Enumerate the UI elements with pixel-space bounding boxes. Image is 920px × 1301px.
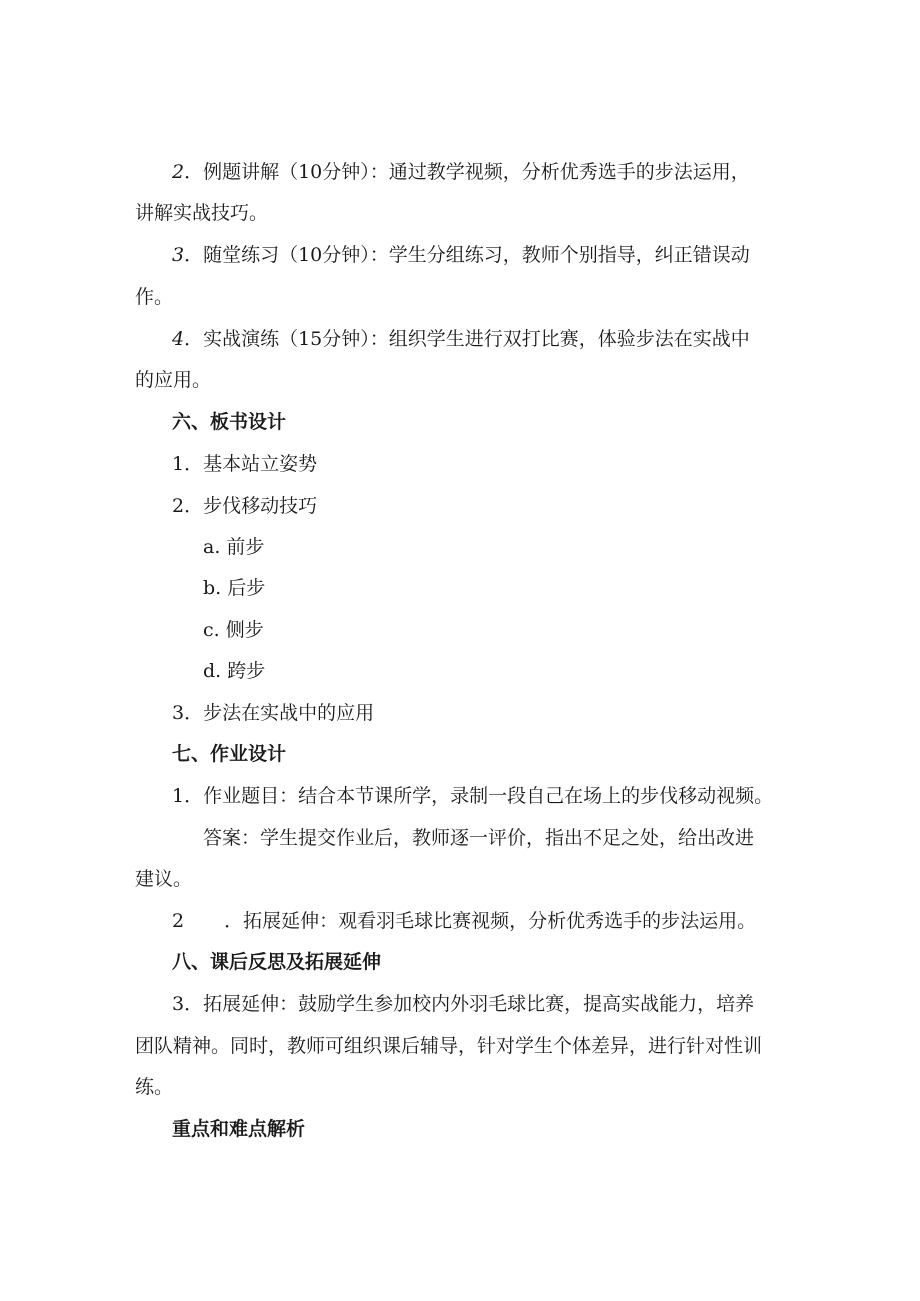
paragraph-2-number: 2	[172, 161, 185, 183]
board-sub-d: d. 跨步	[203, 660, 266, 682]
paragraph-3-line-2: 作。	[135, 286, 174, 308]
homework-answer-line-1: 答案：学生提交作业后，教师逐一评价，指出不足之处，给出改进	[203, 827, 755, 849]
paragraph-3-line-1	[172, 243, 750, 267]
paragraph-3-text: ．随堂练习（10分钟）：学生分组练习，教师个别指导，纠正错误动	[184, 244, 750, 266]
paragraph-2-line-2: 讲解实战技巧。	[135, 202, 269, 224]
paragraph-4-number: 4	[172, 328, 185, 350]
heading-homework-design: 七、作业设计	[172, 743, 287, 765]
homework-answer-line-2: 建议。	[135, 868, 193, 890]
homework-item-2-number: 2	[172, 910, 185, 932]
paragraph-2-line-1	[172, 160, 750, 184]
reflection-line-3: 练。	[135, 1076, 174, 1098]
reflection-line-1: 3．拓展延伸：鼓励学生参加校内外羽毛球比赛，提高实战能力，培养	[172, 993, 755, 1015]
heading-key-points: 重点和难点解析	[172, 1118, 306, 1140]
board-sub-c: c. 侧步	[203, 619, 264, 641]
paragraph-4-text: ．实战演练（15分钟）：组织学生进行双打比赛，体验步法在实战中	[184, 328, 750, 350]
homework-item-2-text: ．拓展延伸：观看羽毛球比赛视频，分析优秀选手的步法运用。	[224, 910, 757, 932]
board-sub-a: a. 前步	[203, 536, 265, 558]
homework-item-1: 1．作业题目：结合本节课所学，录制一段自己在场上的步伐移动视频。	[172, 785, 774, 807]
heading-reflection: 八、课后反思及拓展延伸	[172, 951, 382, 973]
heading-board-design: 六、板书设计	[172, 411, 287, 433]
board-item-2: 2．步伐移动技巧	[172, 495, 318, 517]
paragraph-4-line-1	[172, 327, 750, 351]
board-item-3: 3．步法在实战中的应用	[172, 702, 375, 724]
board-item-1: 1．基本站立姿势	[172, 453, 318, 475]
paragraph-4-line-2: 的应用。	[135, 369, 212, 391]
homework-item-2	[172, 909, 756, 933]
paragraph-2-text: ．例题讲解（10分钟）：通过教学视频，分析优秀选手的步法运用，	[184, 161, 750, 183]
paragraph-3-number: 3	[172, 244, 185, 266]
board-sub-b: b. 后步	[203, 577, 266, 599]
reflection-line-2: 团队精神。同时，教师可组织课后辅导，针对学生个体差异，进行针对性训	[135, 1035, 763, 1057]
